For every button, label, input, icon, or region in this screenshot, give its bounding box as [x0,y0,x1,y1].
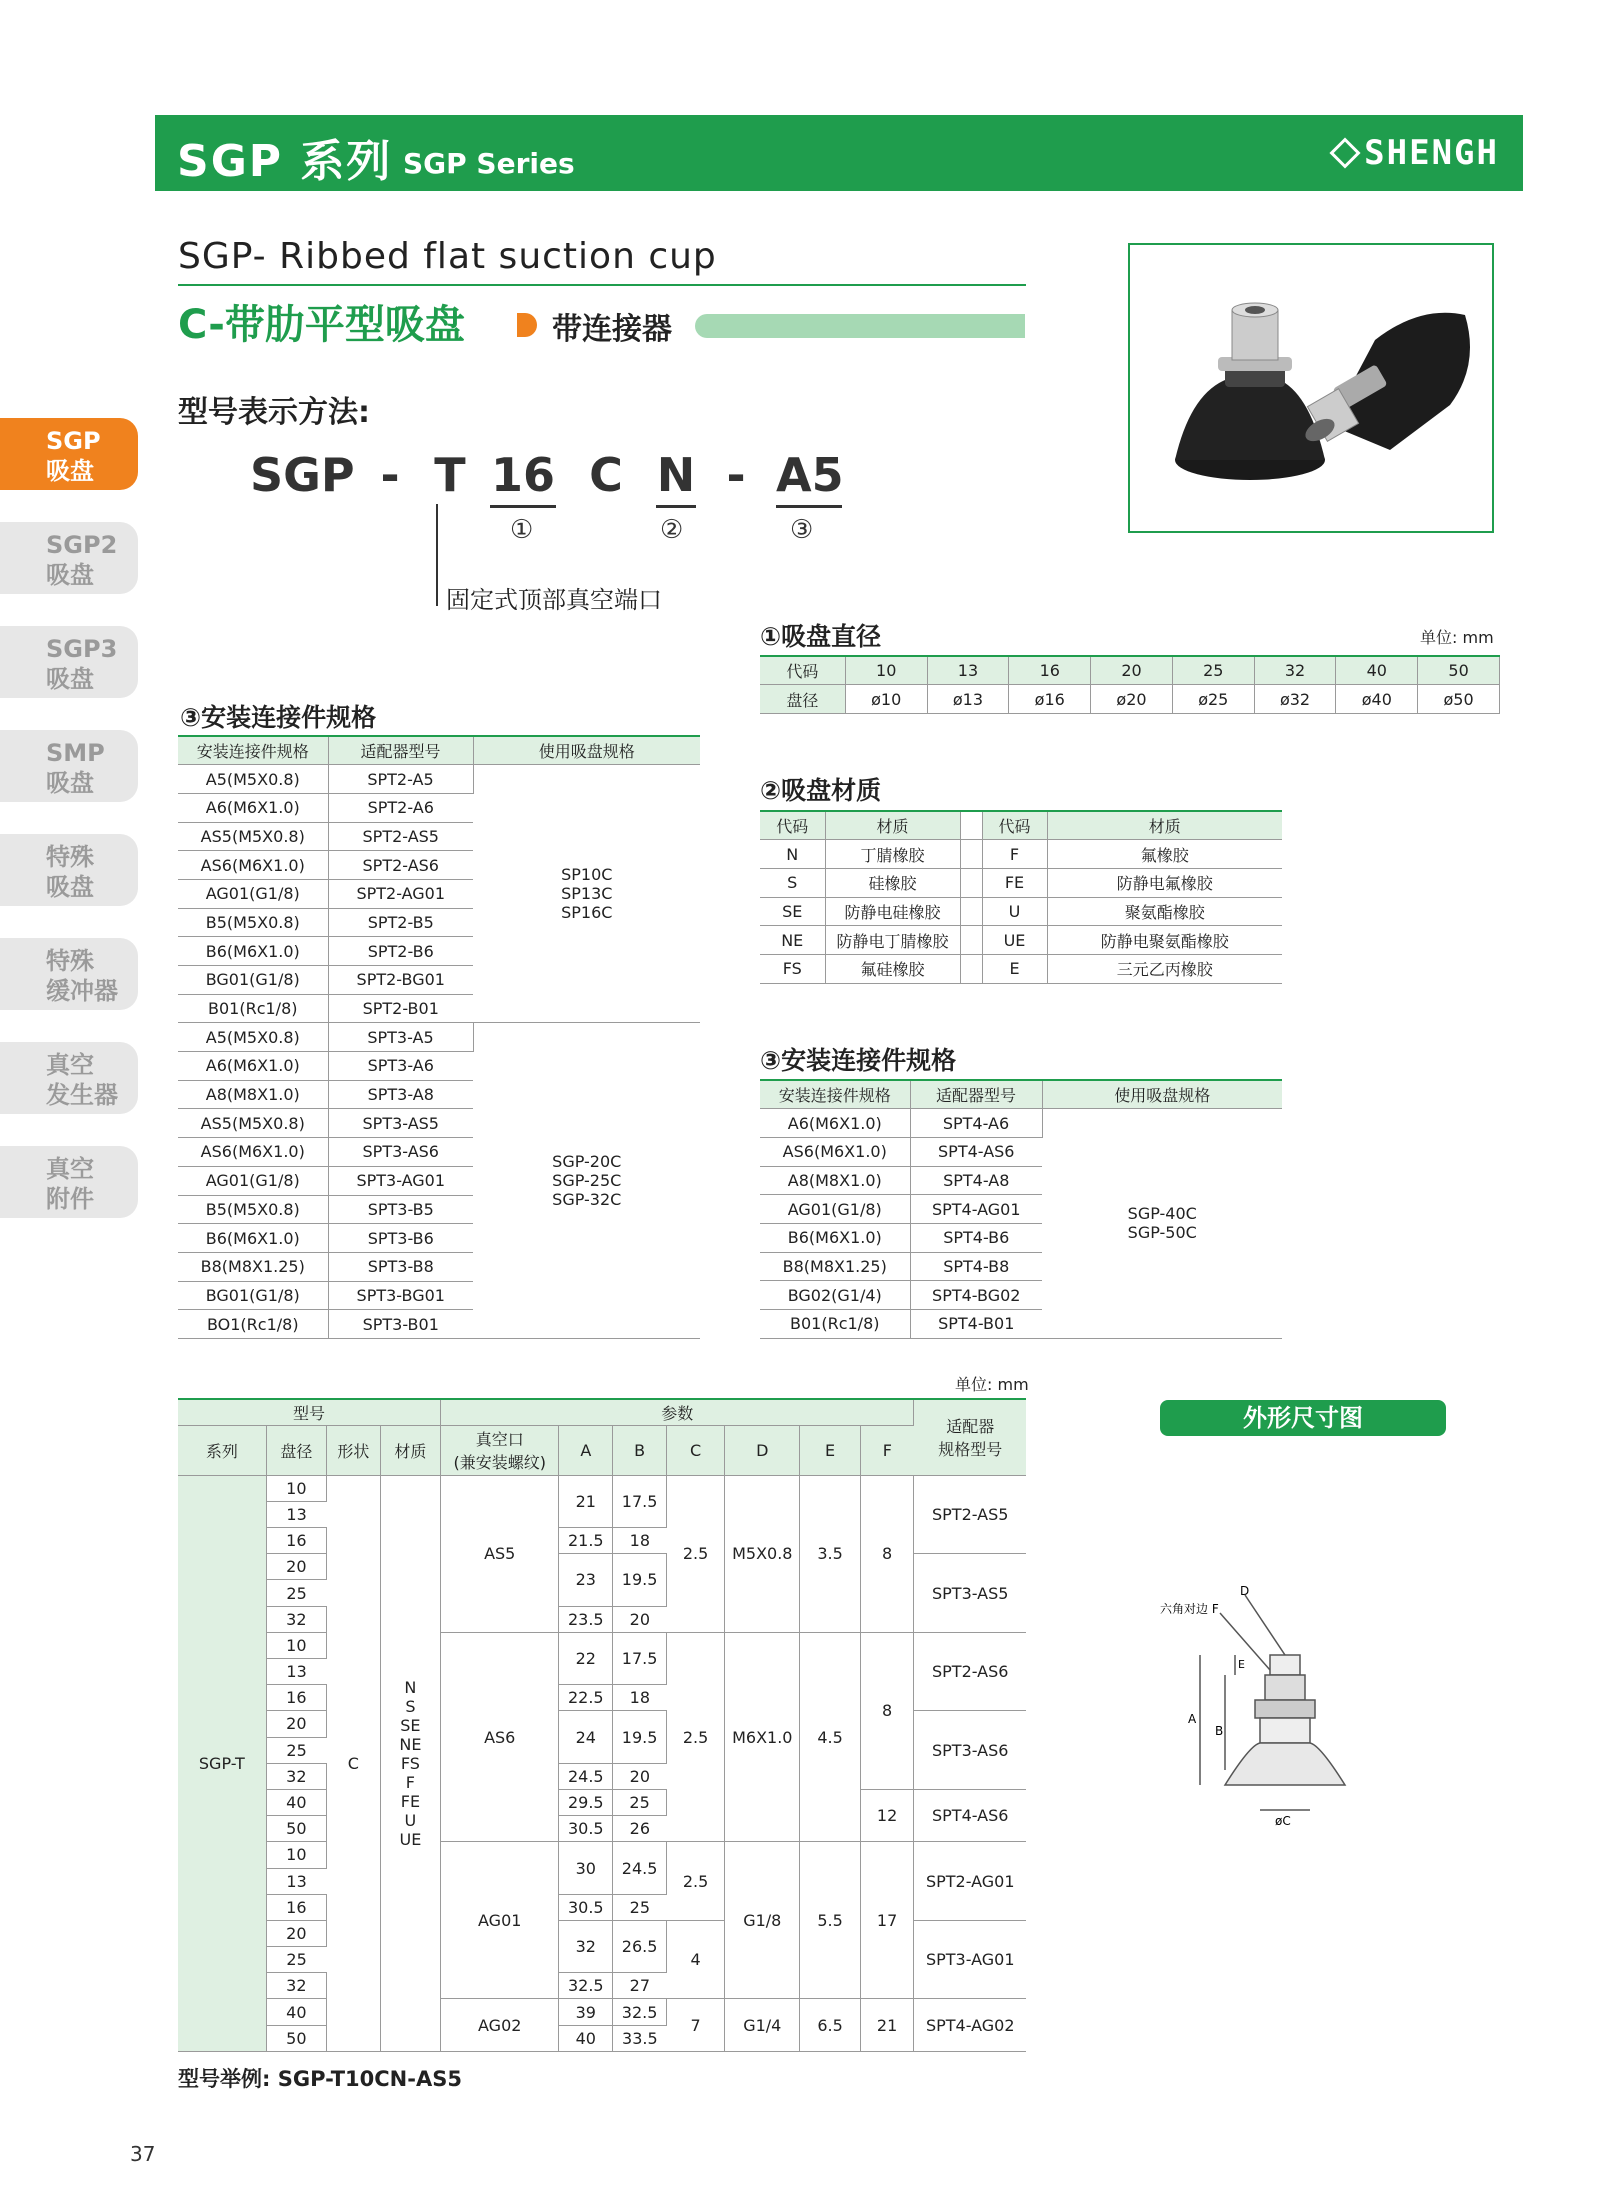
connector-marker [517,313,537,337]
table-row: 20 23 19.5 SPT3-AS5 [178,1554,1026,1580]
table-row: 16 22.5 18 [178,1685,1026,1711]
table-row: 25 [178,1737,1026,1763]
table-row: A6(M6X1.0) SPT4-A6 SGP-40C SGP-50C [760,1109,1282,1138]
dim-label-hex: 六角对边 F [1160,1602,1219,1616]
table-row: SE 防静电硅橡胶 U 聚氨酯橡胶 [760,897,1282,926]
model-part-shape: C [589,448,623,502]
table-row: BG02(G1/4) SPT4-BG02 [760,1281,1282,1310]
table-row: B6(M6X1.0) SPT4-B6 [760,1223,1282,1252]
diamond-icon [1330,137,1361,168]
table-row: 20 32 26.5 4 SPT3-AG01 [178,1920,1026,1946]
sidebar-item-special-buffer[interactable]: 特殊 缓冲器 [0,938,138,1010]
table-row: AS6(M6X1.0) SPT4-AS6 [760,1137,1282,1166]
table-row: 13 [178,1868,1026,1894]
model-part-material: N [656,448,696,508]
dimension-drawing [1160,1585,1460,1885]
connector-label: 带连接器 [552,312,672,347]
page-title-en: SGP- Ribbed flat suction cup [178,236,717,277]
sidebar-item-sgp2[interactable]: SGP2 吸盘 [0,522,138,594]
diameter-table [760,655,1500,714]
sidebar-item-vacuum-generator[interactable]: 真空 发生器 [0,1042,138,1114]
table-row: BG01(G1/8) SPT3-BG01 [178,1281,700,1310]
header-banner [155,115,1523,191]
table-row: 代码 10 13 16 20 25 32 40 50 [760,656,1500,685]
table-row: B5(M5X0.8) SPT2-B5 [178,908,700,937]
spec-table: 型号 参数 适配器 规格型号 系列 盘径 形状 材质 真空口 (兼安装螺纹) A B C D E F SGP-T 10 C N S SE NE FS F FE U UE AS5 21 17.5 2.5 M5X0.8 3.5 8 SPT2-AS5 13 16 21.5 18 20 23 19.5 SPT3-AS5 25 32 23.5 20 10 AS6 22 17.5 2.5 M6X1.0 4.5 8 SPT2-AS6 13 16 22.5 18 20 24 19.5 SPT3-AS6 25 32 24.5 20 40 29.5 25 12 SPT4-AS6 50 30.5 26 10 AG01 30 24.5 2.5 G1/8 5.5 17 SPT2-AG01 13 16 30.5 25 20 32 26.5 4 SPT3-AG01 25 32 32.5 27 40 AG02 39 32.5 7 G1/4 6.5 21 SPT4-AG02 50 40 33.5 [178,1398,1026,2052]
dim-label-b: B [1215,1724,1224,1738]
dim-label-c: øC [1275,1814,1291,1828]
table-row: AG01(G1/8) SPT2-AG01 [178,879,700,908]
table-row: 10 AG01 30 24.5 2.5 G1/8 5.5 17 SPT2-AG01 [178,1842,1026,1868]
material-list: N S SE NE FS F FE U UE [380,1475,440,2051]
table-row: A8(M8X1.0) SPT4-A8 [760,1166,1282,1195]
type-connector-line [436,504,438,606]
use-spec: SGP-20C SGP-25C SGP-32C [473,1023,700,1339]
circle-3: ③ [790,515,814,545]
table-row: B6(M6X1.0) SPT2-B6 [178,937,700,966]
table-row: B8(M8X1.25) SPT4-B8 [760,1252,1282,1281]
table-row: BG01(G1/8) SPT2-BG01 [178,966,700,995]
table-row: AS6(M6X1.0) SPT2-AS6 [178,851,700,880]
connector-spec-table-2: 安装连接件规格 适配器型号 使用吸盘规格 A6(M6X1.0) SPT4-A6 SGP-40C SGP-50C AS6(M6X1.0) SPT4-AS6 A8(M8X1.0) SPT4-A8 AG01(G1/8) SPT4-AG01 B6(M6X1.0) SPT4-B6 B8(M8X1.25) SPT4-B8 BG02(G1/4) SPT4-BG02 B01(Rc1/8) SPT4-B01 [760,1079,1282,1339]
sidebar-item-vacuum-accessory[interactable]: 真空 附件 [0,1146,138,1218]
model-part-series: SGP [250,448,355,502]
dim-label-e: E [1238,1658,1245,1671]
sidebar [0,418,140,1250]
product-photo [1128,243,1494,533]
table-row: NE 防静电丁腈橡胶 UE 防静电聚氨酯橡胶 [760,926,1282,955]
table-row: B6(M6X1.0) SPT3-B6 [178,1224,700,1253]
connector-spec-table: 安装连接件规格 适配器型号 使用吸盘规格 A5(M5X0.8) SPT2-A5 SP10C SP13C SP16C A6(M6X1.0) SPT2-A6 AS5(M5X0.8) SPT2-AS5 AS6(M6X1.0) SPT2-AS6 AG01(G1/8) SPT2-AG01 B5(M5X0.8) SPT2-B5 B6(M6X1.0) SPT2-B6 BG01(G1/8) SPT2-BG01 B01(Rc1/8) SPT2-B01 A5(M5X0.8) SPT3-A5 SGP-20C SGP-25C SGP-32C A6(M6X1.0) SPT3-A6 A8(M8X1.0) SPT3-A8 AS5(M5X0.8) SPT3-AS5 AS6(M6X1.0) SPT3-AS6 AG01(G1/8) SPT3-AG01 B5(M5X0.8) SPT3-B5 B6(M6X1.0) SPT3-B6 B8(M8X1.25) SPT3-B8 BG01(G1/8) SPT3-BG01 BO1(Rc1/8) SPT3-B01 [178,735,700,1339]
table-row: 13 [178,1501,1026,1527]
table-row: AS5(M5X0.8) SPT2-AS5 [178,822,700,851]
sidebar-item-smp[interactable]: SMP 吸盘 [0,730,138,802]
model-part-dash: - [380,448,400,502]
connector-bar [695,314,1025,338]
model-code [250,448,842,508]
table-row: 40 29.5 25 12 SPT4-AS6 [178,1789,1026,1815]
sidebar-item-special-cup[interactable]: 特殊 吸盘 [0,834,138,906]
diameter-title: ①吸盘直径 [760,622,882,651]
table-row: AS6(M6X1.0) SPT3-AS6 [178,1138,700,1167]
sidebar-item-sgp[interactable]: SGP 吸盘 [0,418,138,490]
sidebar-item-sgp3[interactable]: SGP3 吸盘 [0,626,138,698]
table-row: 10 AS6 22 17.5 2.5 M6X1.0 4.5 8 SPT2-AS6 [178,1632,1026,1658]
table-row: B01(Rc1/8) SPT4-B01 [760,1310,1282,1339]
material-table: 代码 材质 代码 材质 N 丁腈橡胶 F 氟橡胶 S 硅橡胶 FE 防静电氟橡胶 SE 防静电硅橡胶 U 聚氨酯橡胶 NE 防静电丁腈橡胶 UE 防静电聚氨酯橡胶 FS 氟硅橡胶 E 三元乙丙橡胶 [760,810,1282,984]
table-row: AS5(M5X0.8) SPT3-AS5 [178,1109,700,1138]
table-row: B5(M5X0.8) SPT3-B5 [178,1195,700,1224]
table-row: 盘径 ø10 ø13 ø16 ø20 ø25 ø32 ø40 ø50 [760,685,1500,714]
model-example: 型号举例: SGP-T10CN-AS5 [178,2067,462,2091]
page-title-cn: C-带肋平型吸盘 [178,302,465,348]
circle-2: ② [660,515,684,545]
table-row: 40 AG02 39 32.5 7 G1/4 6.5 21 SPT4-AG02 [178,1999,1026,2025]
table-row: FS 氟硅橡胶 E 三元乙丙橡胶 [760,954,1282,983]
table-row: SGP-T 10 C N S SE NE FS F FE U UE AS5 21 17.5 2.5 M5X0.8 3.5 8 SPT2-AS5 [178,1475,1026,1501]
connector-spec-title-2: ③安装连接件规格 [760,1046,957,1075]
table-row: 20 24 19.5 SPT3-AS6 [178,1711,1026,1737]
model-part-dash2: - [726,448,746,502]
model-notation-label: 型号表示方法: [178,395,370,430]
table-row: 13 [178,1659,1026,1685]
title-divider [178,284,1026,286]
table-row: 32 32.5 27 [178,1973,1026,1999]
table-row: B01(Rc1/8) SPT2-B01 [178,994,700,1023]
table-row: 50 40 33.5 [178,2025,1026,2051]
table-row: A6(M6X1.0) SPT3-A6 [178,1052,700,1081]
table-row: A6(M6X1.0) SPT2-A6 [178,793,700,822]
table-row: 32 24.5 20 [178,1763,1026,1789]
brand-name: SHENGH [1364,133,1499,173]
table-row: 16 30.5 25 [178,1894,1026,1920]
table-row: 16 21.5 18 [178,1528,1026,1554]
table-row: N 丁腈橡胶 F 氟橡胶 [760,840,1282,869]
page-number: 37 [130,2142,156,2166]
table-row: BO1(Rc1/8) SPT3-B01 [178,1310,700,1339]
series-title-cn: SGP 系列 [177,136,393,187]
table-row: 25 [178,1580,1026,1606]
connector-spec-title: ③安装连接件规格 [180,703,377,732]
use-spec: SP10C SP13C SP16C [473,765,700,1023]
dim-label-d: D [1240,1585,1250,1598]
table-row: S 硅橡胶 FE 防静电氟橡胶 [760,868,1282,897]
table-row: 25 [178,1947,1026,1973]
dim-label-a: A [1188,1712,1197,1726]
model-part-diameter: 16 [490,448,556,508]
use-spec: SGP-40C SGP-50C [1042,1109,1282,1339]
table-row: A5(M5X0.8) SPT2-A5 SP10C SP13C SP16C [178,765,700,794]
dimension-drawing-button[interactable]: 外形尺寸图 [1160,1400,1446,1436]
model-part-connector: A5 [776,448,842,508]
fixed-port-note: 固定式顶部真空端口 [446,586,662,614]
main-unit: 单位: mm [955,1375,1029,1394]
brand-logo [1334,133,1499,173]
table-row: A5(M5X0.8) SPT3-A5 SGP-20C SGP-25C SGP-32C [178,1023,700,1052]
table-row: 32 23.5 20 [178,1606,1026,1632]
series-title-en: SGP Series [403,147,575,180]
table-row: AG01(G1/8) SPT4-AG01 [760,1195,1282,1224]
circle-1: ① [510,515,534,545]
table-row: AG01(G1/8) SPT3-AG01 [178,1166,700,1195]
table-row: A8(M8X1.0) SPT3-A8 [178,1080,700,1109]
table-row: 50 30.5 26 [178,1816,1026,1842]
model-part-type: T [434,448,466,502]
diameter-unit: 单位: mm [1420,628,1494,647]
material-title: ②吸盘材质 [760,776,882,805]
table-row: B8(M8X1.25) SPT3-B8 [178,1252,700,1281]
